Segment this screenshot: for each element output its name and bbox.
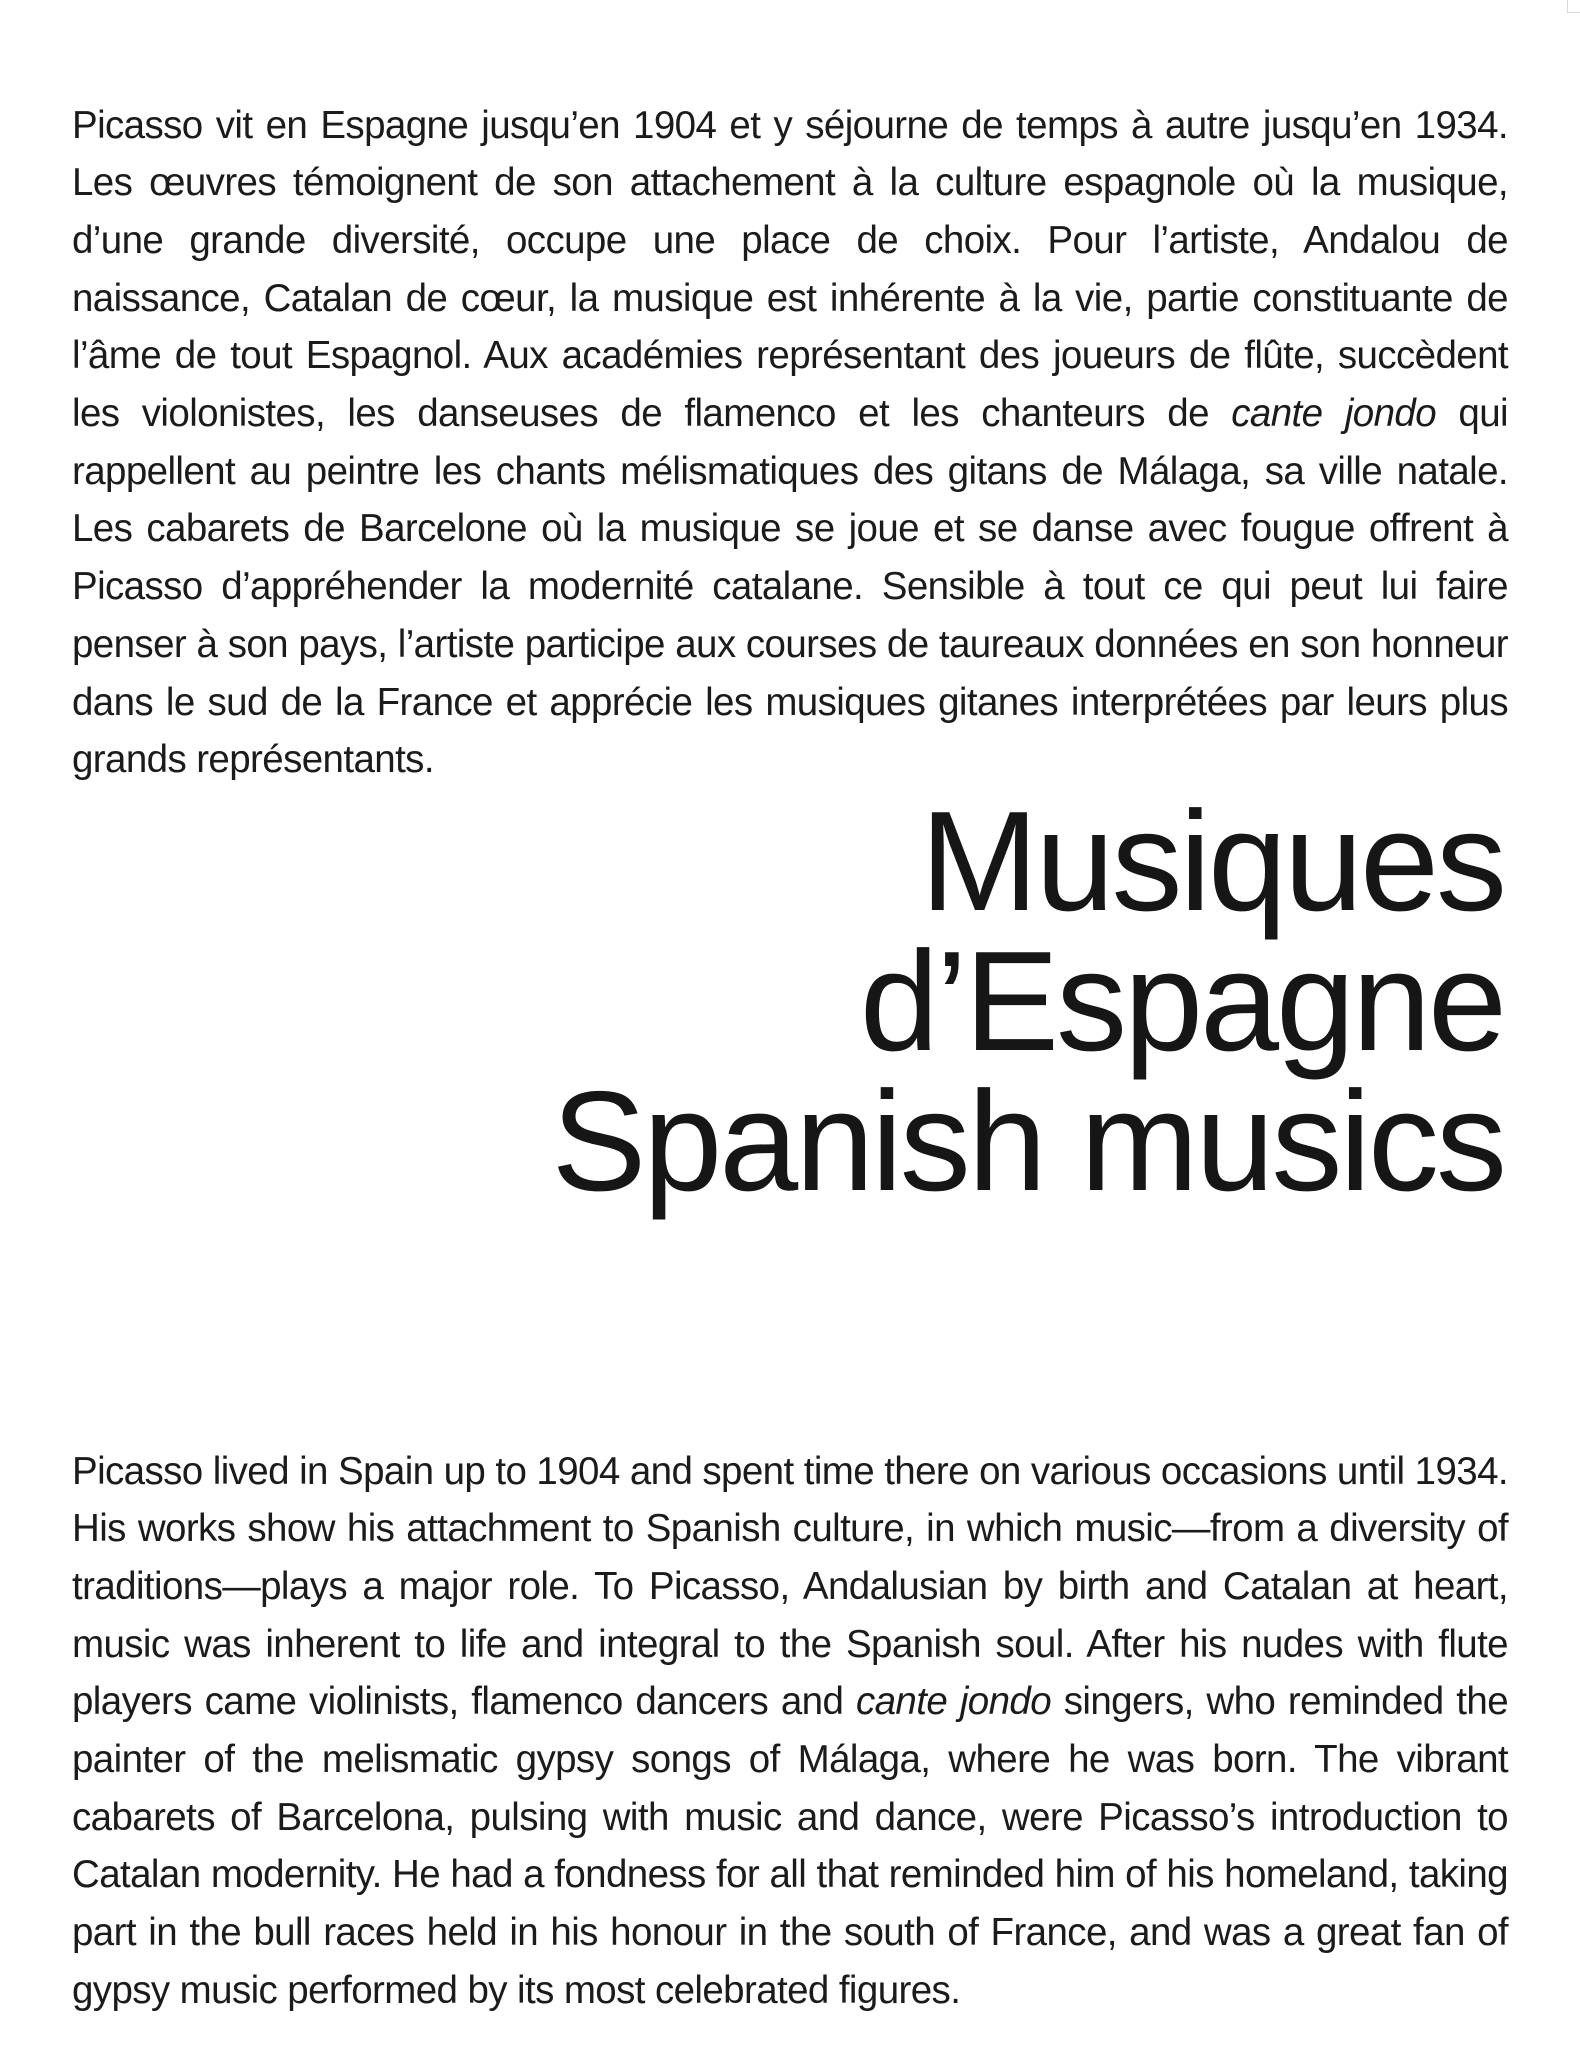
english-emphasis-cante-jondo: cante jondo <box>855 1680 1052 1724</box>
title-line-french-2: d’Espagne <box>859 922 1504 1081</box>
french-text-part-1: Picasso vit en Espagne jusqu’en 1904 et y séjourne de temps à autre jusqu’en 1934. Les œuvres témoignent de son attachement à la culture espagnole où la musique, d’une grande diversité, occupe une place de choix. Pour l’artiste, Andalou de naissance, Catalan de cœur, la musique est inhérente à la vie, partie constituante de l’âme de tout Espagnol. Aux académies représentant des joueurs de flûte, succèdent les violonistes, les danseuses de flamenco et les chanteurs de <box>72 103 1508 436</box>
english-paragraph <box>72 1443 1508 2020</box>
english-text-part-2: singers, who reminded the painter of the melismatic gypsy songs of Málaga, where he was born. The vibrant cabarets of Barcelona, pulsing with music and dance, were Picasso’s introduction to Catalan modernity. He had a fondness for all that reminded him of his homeland, taking part in the bull races held in his honour in the south of France, and was a great fan of gypsy music performed by its most celebrated figures. <box>72 1680 1509 2012</box>
title-line-english: Spanish musics <box>551 1062 1504 1221</box>
french-paragraph <box>72 97 1508 789</box>
french-text-part-2: qui rappellent au peintre les chants mélismatiques des gitans de Málaga, sa ville natale. Les cabarets de Barcelone où la musique se joue et se danse avec fougue offrent à Picasso d’appréhender la modernité catalane. Sensible à tout ce qui peut lui faire penser à son pays, l’artiste participe aux courses de taureaux données en son honneur dans le sud de la France et apprécie les musiques gitanes interprétées par leurs plus grands représentants. <box>72 392 1508 782</box>
title-line-french-1: Musiques <box>920 782 1504 941</box>
page-title <box>551 782 1504 1221</box>
french-emphasis-cante-jondo: cante jondo <box>1231 392 1437 436</box>
english-text-part-1: Picasso lived in Spain up to 1904 and spent time there on various occasions until 1934. His works show his attachment to Spanish culture, in which music—from a diversity of traditions—plays a major role. To Picasso, Andalusian by birth and Catalan at heart, music was inherent to life and integral to the Spanish soul. After his nudes with flute players came violinists, flamenco dancers and <box>72 1449 1508 1724</box>
crop-mark <box>1567 0 1580 13</box>
